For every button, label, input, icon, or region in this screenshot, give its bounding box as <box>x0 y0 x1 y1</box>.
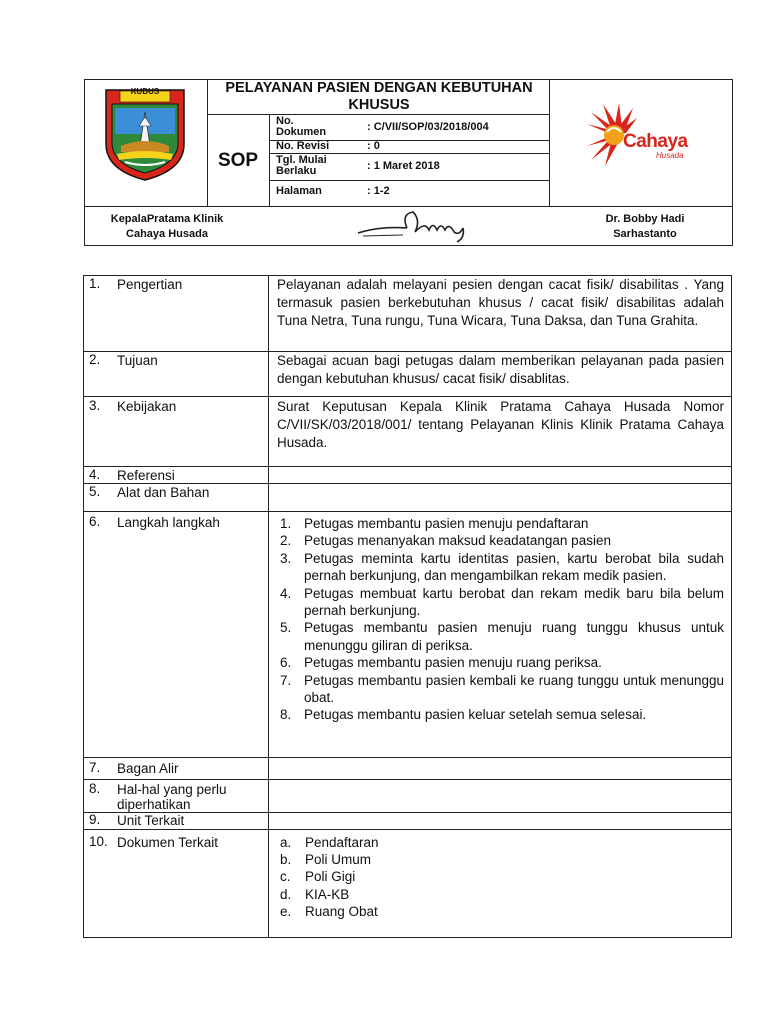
list-item: b. Poli Umum <box>280 852 372 868</box>
document-title: PELAYANAN PASIEN DENGAN KEBUTUHAN KHUSUS <box>225 80 533 113</box>
row-label-alat-bahan: Alat dan Bahan <box>117 485 210 500</box>
divider <box>207 114 549 115</box>
signer-right: Dr. Bobby Hadi Sarhastanto <box>605 213 685 240</box>
row-label-bagan-alir: Bagan Alir <box>117 761 179 776</box>
row-number: 10. <box>89 834 108 849</box>
meta-label-no-dokumen: No. Dokumen <box>276 115 327 138</box>
list-item: 2. Petugas menanyakan maksud keadatangan pasien <box>280 533 611 549</box>
divider <box>83 779 732 780</box>
divider <box>83 396 732 397</box>
row-number: 1. <box>89 276 101 291</box>
row-label-dokumen-terkait: Dokumen Terkait <box>117 835 219 850</box>
list-item: 4. Petugas membuat kartu berobat dan rekam medik baru bila belum pernah berkunjung. <box>280 585 724 619</box>
meta-label-halaman: Halaman <box>276 185 322 197</box>
row-label-tujuan: Tujuan <box>117 353 158 368</box>
sop-label: SOP <box>217 150 259 171</box>
divider <box>83 829 732 830</box>
row-text-tujuan: Sebagai acuan bagi petugas dalam memberikan pelayanan pada pasien dengan kebutuhan khusus/ cacat fisik/ disablitas. <box>277 353 724 386</box>
row-number: 9. <box>89 812 101 827</box>
row-text-kebijakan: Surat Keputusan Kepala Klinik Pratama Cahaya Husada Nomor C/VII/SK/03/2018/001/ tentang Pelayanan Klinis Klinik Pratama Cahaya Husada. <box>277 399 724 450</box>
row-label-hal-hal: Hal-hal yang perlu diperhatikan <box>117 782 227 812</box>
row-number: 6. <box>89 514 101 529</box>
divider <box>269 114 270 207</box>
divider <box>83 511 732 512</box>
meta-label-no-revisi: No. Revisi <box>276 140 330 152</box>
steps-list <box>277 515 724 724</box>
meta-value-no-dokumen: : C/VII/SOP/03/2018/004 <box>367 121 489 133</box>
meta-label-tgl-mulai: Tgl. Mulai Berlaku <box>276 154 327 177</box>
divider <box>83 483 732 484</box>
row-label-unit-terkait: Unit Terkait <box>117 813 185 828</box>
divider <box>83 466 732 467</box>
meta-value-tgl-mulai: : 1 Maret 2018 <box>367 160 440 172</box>
row-label-referensi: Referensi <box>117 468 175 483</box>
list-item: 7. Petugas membantu pasien kembali ke ruang tunggu untuk menunggu obat. <box>280 672 724 706</box>
list-item: e. Ruang Obat <box>280 903 378 919</box>
row-number: 3. <box>89 398 101 413</box>
signature-image <box>355 206 470 244</box>
meta-value-no-revisi: : 0 <box>367 140 380 152</box>
row-label-langkah: Langkah langkah <box>117 515 220 530</box>
kudus-crest-logo <box>103 86 187 182</box>
cahaya-logo-text: Cahaya <box>623 131 688 152</box>
crest-banner-text: KUDUS <box>130 87 160 96</box>
row-text-pengertian: Pelayanan adalah melayani pesien dengan cacat fisik/ disabilitas . Yang termasuk pasien berkebutuhan khusus / cacat fisik/ disabilitas adalah Tuna Netra, Tuna rungu, Tuna Wicara, Tuna Daksa, dan Tuna Grahita. <box>277 277 724 328</box>
list-item: 8. Petugas membantu pasien keluar setelah semua selesai. <box>280 707 647 723</box>
divider <box>83 757 732 758</box>
list-item: d. KIA-KB <box>280 886 350 902</box>
row-number: 4. <box>89 467 101 482</box>
list-item: a. Pendaftaran <box>280 835 379 850</box>
row-label-pengertian: Pengertian <box>117 277 183 292</box>
meta-value-halaman: : 1-2 <box>367 185 390 197</box>
husada-logo-text: Husada <box>656 151 684 160</box>
list-item: 1. Petugas membantu pasien menuju pendaftaran <box>280 516 589 531</box>
list-item: c. Poli Gigi <box>280 869 356 885</box>
list-item: 5. Petugas membantu pasien menuju ruang tunggu khusus untuk menunggu giliran di periksa. <box>280 620 724 653</box>
row-number: 7. <box>89 760 101 775</box>
list-item: 3. Petugas meminta kartu identitas pasien, kartu berobat bila sudah pernah berkunjung, dan mengambilkan rekam medik pasien. <box>280 550 724 584</box>
docs-list <box>280 834 379 920</box>
signer-left: KepalaPratama Klinik Cahaya Husada <box>110 213 224 240</box>
divider <box>268 275 269 938</box>
row-number: 8. <box>89 781 101 796</box>
row-number: 5. <box>89 484 101 499</box>
row-number: 2. <box>89 352 101 367</box>
list-item: 6. Petugas membantu pasien menuju ruang periksa. <box>280 655 602 671</box>
row-label-kebijakan: Kebijakan <box>117 399 177 414</box>
divider <box>269 180 549 181</box>
